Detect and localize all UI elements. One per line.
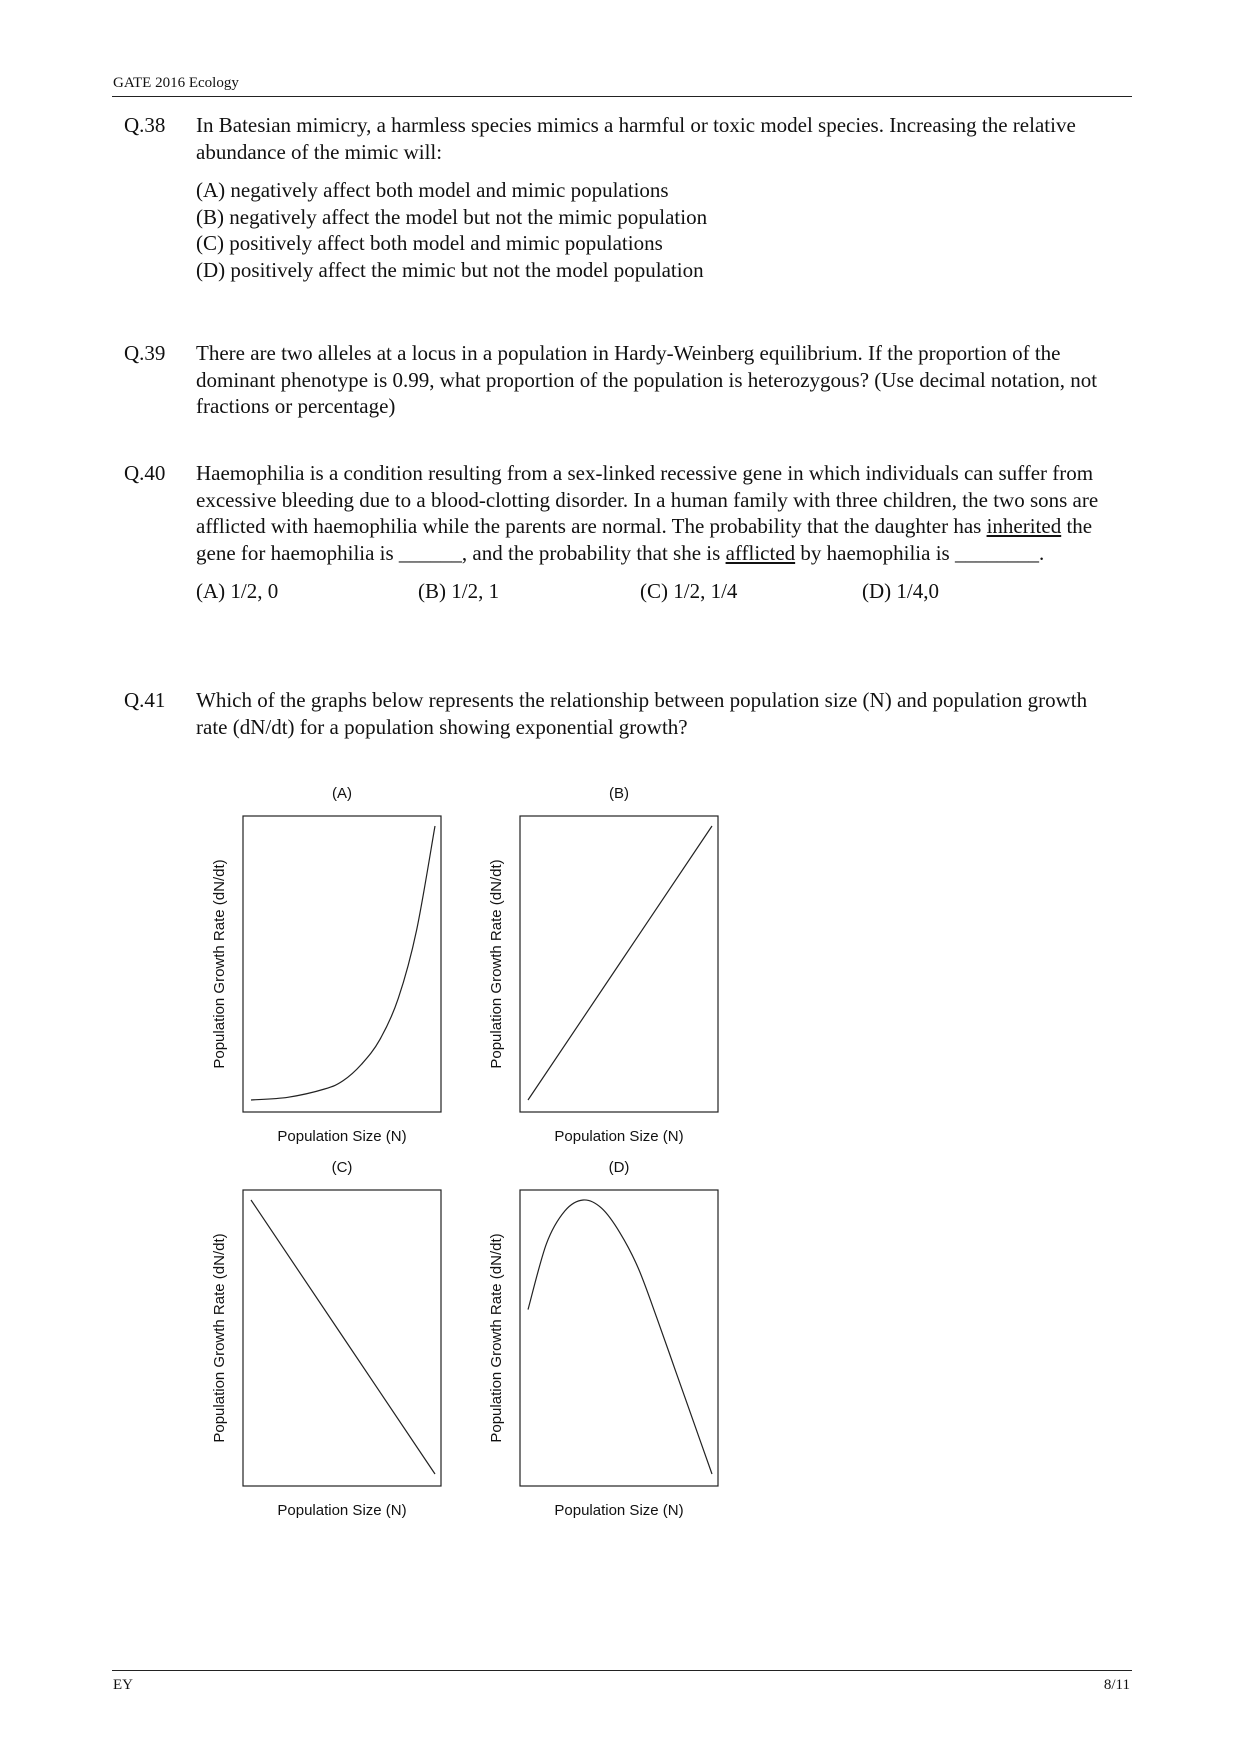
y-axis-label: Population Growth Rate (dN/dt) bbox=[488, 1233, 505, 1443]
question-number: Q.41 bbox=[124, 688, 166, 712]
x-axis-label: Population Size (N) bbox=[554, 1502, 684, 1519]
underlined-inherited: inherited bbox=[986, 514, 1062, 538]
question-text: Which of the graphs below represents the relationship between population size (N) and population growth rate (dN/dt) for a population showing exponential growth? bbox=[196, 688, 1088, 739]
data-curve bbox=[528, 1200, 712, 1474]
chart-frame bbox=[243, 816, 441, 1112]
question-number: Q.38 bbox=[124, 113, 166, 137]
option-d: (D) positively affect the mimic but not the model population bbox=[196, 257, 704, 282]
chart-title: (B) bbox=[609, 785, 629, 802]
option-a: (A) negatively affect both model and mimic populations bbox=[196, 178, 669, 202]
page-number: 8/11 bbox=[1103, 1677, 1130, 1693]
chart-title: (D) bbox=[608, 1159, 630, 1176]
y-axis-label: Population Growth Rate (dN/dt) bbox=[488, 859, 505, 1069]
y-axis-label: Population Growth Rate (dN/dt) bbox=[211, 1233, 228, 1443]
text-part-b: the gene for haemophilia is ______, and the probability that she is bbox=[196, 514, 1093, 565]
x-axis-label: Population Size (N) bbox=[554, 1128, 684, 1145]
data-curve bbox=[251, 1200, 435, 1474]
option-c: (C) 1/2, 1/4 bbox=[640, 579, 738, 603]
chart-frame bbox=[243, 1190, 441, 1486]
chart-title: (C) bbox=[331, 1159, 353, 1176]
data-curve bbox=[528, 826, 712, 1100]
option-d: (D) 1/4,0 bbox=[862, 579, 939, 603]
question-number: Q.39 bbox=[124, 341, 166, 365]
underlined-afflicted: afflicted bbox=[725, 540, 796, 565]
y-axis-label: Population Growth Rate (dN/dt) bbox=[211, 859, 228, 1069]
header-text: GATE 2016 Ecology bbox=[113, 75, 239, 91]
option-b: (B) negatively affect the model but not the mimic population bbox=[196, 204, 708, 229]
page-footer bbox=[112, 1670, 1132, 1693]
footer-left: EY bbox=[113, 1677, 133, 1693]
option-a: (A) 1/2, 0 bbox=[196, 579, 279, 603]
option-c: (C) positively affect both model and mimic populations bbox=[196, 231, 663, 255]
option-b: (B) 1/2, 1 bbox=[418, 579, 500, 603]
text-part-a: Haemophilia is a condition resulting from a sex-linked recessive gene in which individuals can suffer from excessive bleeding due to a blood-clotting disorder. In a human family with three children, the two sons are afflicted with haemophilia while the parents are normal. The probability that the daughter has bbox=[196, 461, 1099, 538]
x-axis-label: Population Size (N) bbox=[277, 1502, 407, 1519]
chart-title: (A) bbox=[332, 785, 352, 802]
question-text: There are two alleles at a locus in a population in Hardy-Weinberg equilibrium. If the proportion of the dominant phenotype is 0.99, what proportion of the population is heterozygous? (Use decimal notation, not fractions or percentage) bbox=[196, 341, 1098, 418]
data-curve bbox=[251, 826, 435, 1100]
text-part-c: by haemophilia is ________. bbox=[795, 540, 1045, 565]
question-text: In Batesian mimicry, a harmless species mimics a harmful or toxic model species. Increasing the relative abundance of the mimic will: bbox=[196, 113, 1076, 164]
question-number: Q.40 bbox=[124, 461, 166, 485]
x-axis-label: Population Size (N) bbox=[277, 1128, 407, 1145]
